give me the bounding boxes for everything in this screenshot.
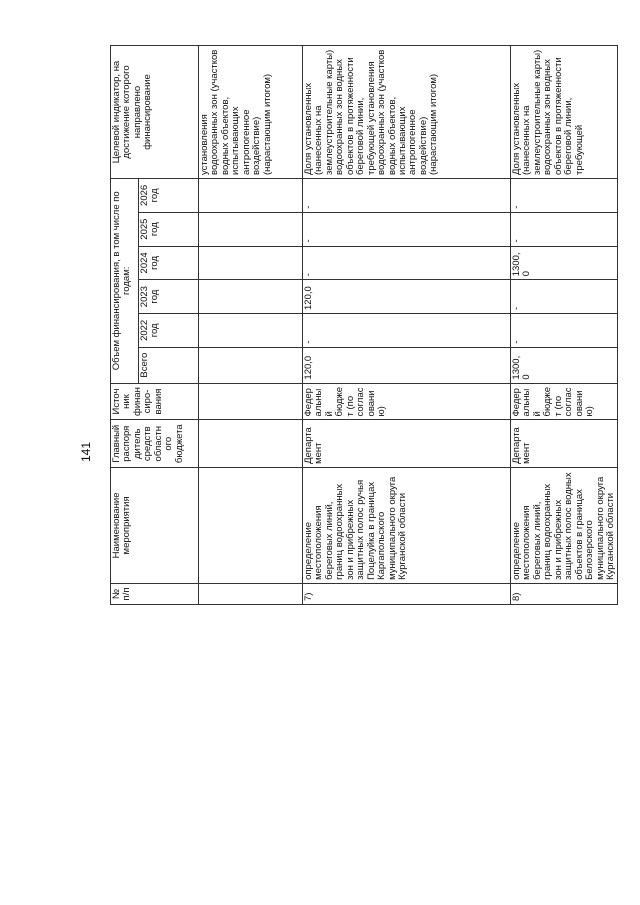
cell-2024: -	[303, 246, 511, 280]
cell-num: 7)	[303, 583, 511, 604]
cell-indicator: Доля установленных (нанесенных на землеустроительные карты) водоохранных зон водных объектов в протяженности береговой линии, требующей установления водоохранных зон (участков водных объектов, испытывающих антропогенное воздействие) (нарастающим итогом)	[303, 46, 511, 179]
cell-2023: -	[511, 280, 618, 314]
cell-name: определение местоположения береговых линий, границ водоохранных зон и прибрежных защитных полос водных объектов в границах Белозерского муниципального округа Курганской области	[511, 467, 618, 583]
cell-2025	[199, 212, 303, 246]
header-2025: 2025 год	[139, 212, 199, 246]
cell-2025: -	[511, 212, 618, 246]
header-row-1	[111, 46, 139, 605]
cell-indicator: установления водоохранных зон (участков водных объектов, испытывающих антропогенное воздействие) (нарастающим итогом)	[199, 46, 303, 179]
cell-source: Федеральный бюджет (по согласованию)	[303, 383, 511, 420]
funding-table	[110, 45, 618, 605]
cell-num	[199, 583, 303, 604]
cell-2022: -	[511, 313, 618, 347]
cell-2024	[199, 246, 303, 280]
table-row	[511, 46, 618, 605]
header-name: Наименование мероприятия	[111, 467, 199, 583]
cell-name	[199, 467, 303, 583]
table-row	[303, 46, 511, 605]
header-num: № п/п	[111, 583, 199, 604]
cell-source: Федеральный бюджет (по согласованию)	[511, 383, 618, 420]
header-funding-group: Объем финансирования, в том числе по годам:	[111, 178, 139, 383]
cell-2026: -	[303, 178, 511, 212]
cell-source	[199, 383, 303, 420]
cell-2024: 1300,0	[511, 246, 618, 280]
cell-2026	[199, 178, 303, 212]
rotated-table-container	[110, 45, 616, 605]
header-2023: 2023 год	[139, 280, 199, 314]
header-2026: 2026 год	[139, 178, 199, 212]
header-indicator: Целевой индикатор, на достижение которого направлено финансирование	[111, 46, 199, 179]
cell-2025: -	[303, 212, 511, 246]
header-source: Источник финансиро-вания	[111, 383, 199, 420]
cell-num: 8)	[511, 583, 618, 604]
cell-2022	[199, 313, 303, 347]
page-number: 141	[79, 441, 93, 463]
cell-total	[199, 347, 303, 383]
header-2022: 2022 год	[139, 313, 199, 347]
table-row	[199, 46, 303, 605]
header-total: Всего	[139, 347, 199, 383]
cell-2026: -	[511, 178, 618, 212]
cell-total: 1300,0	[511, 347, 618, 383]
header-distributor: Главный распорядитель средств областного бюджета	[111, 420, 199, 467]
cell-distributor	[199, 420, 303, 467]
cell-2023: 120,0	[303, 280, 511, 314]
cell-name: определение местоположения береговых линий, границ водоохранных зон и прибрежных защитных полос ручья Поцелуйка в границах Каргапольского муниципального округа Курганской области	[303, 467, 511, 583]
header-2024: 2024 год	[139, 246, 199, 280]
cell-2023	[199, 280, 303, 314]
cell-total: 120,0	[303, 347, 511, 383]
cell-distributor: Департамент	[511, 420, 618, 467]
cell-distributor: Департамент	[303, 420, 511, 467]
cell-2022: -	[303, 313, 511, 347]
cell-indicator: Доля установленных (нанесенных на землеустроительные карты) водоохранных зон водных объектов в протяженности береговой линии, требующей	[511, 46, 618, 179]
